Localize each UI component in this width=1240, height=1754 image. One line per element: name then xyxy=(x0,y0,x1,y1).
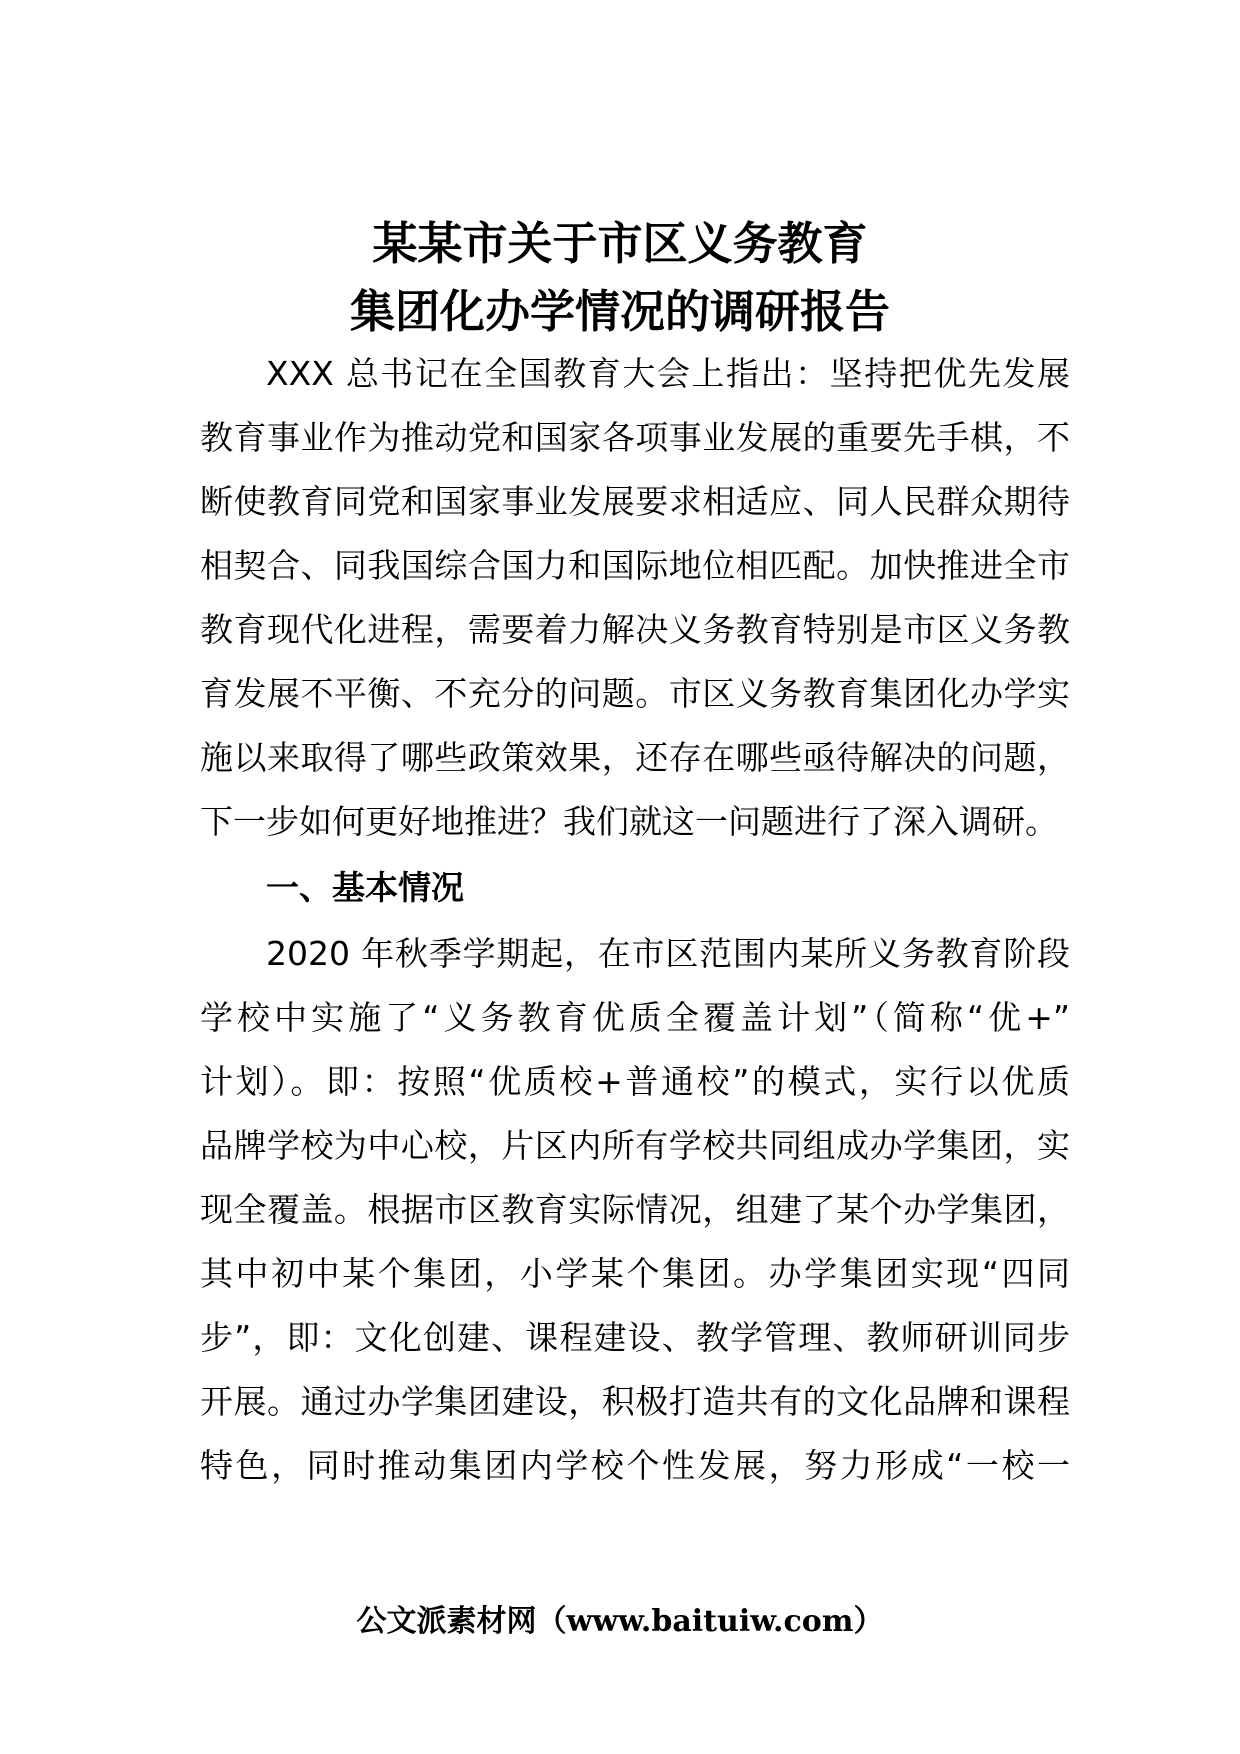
paragraph-1-line-1: XXX 总书记在全国教育大会上指出：坚持把优先发展 xyxy=(266,354,1070,393)
paragraph-1-line-5: 教育现代化进程，需要着力解决义务教育特别是市区义务教 xyxy=(200,610,1070,649)
paragraph-1-line-8: 下一步如何更好地推进？我们就这一问题进行了深入调研。 xyxy=(200,802,1058,841)
paragraph-2-line-7: 步”，即：文化创建、课程建设、教学管理、教师研训同步 xyxy=(200,1318,1070,1357)
document-title-line-1: 某某市关于市区义务教育 xyxy=(372,217,868,270)
section-heading-basic-situation: 一、基本情况 xyxy=(266,868,464,907)
paragraph-1-line-4: 相契合、同我国综合国力和国际地位相匹配。加快推进全市 xyxy=(200,546,1070,585)
paragraph-2-line-4: 品牌学校为中心校，片区内所有学校共同组成办学集团，实 xyxy=(200,1126,1070,1165)
page-footer-source: 公文派素材网（www.baituiw.com） xyxy=(356,1604,884,1639)
paragraph-2-line-9: 特色，同时推动集团内学校个性发展，努力形成“一校一 xyxy=(200,1446,1070,1485)
paragraph-2-line-6: 其中初中某个集团，小学某个集团。办学集团实现“四同 xyxy=(200,1254,1070,1293)
paragraph-2-line-5: 现全覆盖。根据市区教育实际情况，组建了某个办学集团， xyxy=(200,1190,1070,1229)
paragraph-1-line-3: 断使教育同党和国家事业发展要求相适应、同人民群众期待 xyxy=(200,482,1070,521)
paragraph-2-line-8: 开展。通过办学集团建设，积极打造共有的文化品牌和课程 xyxy=(200,1382,1070,1421)
paragraph-2-line-3: 计划）。即：按照“优质校+普通校”的模式，实行以优质 xyxy=(200,1062,1070,1101)
paragraph-1-line-2: 教育事业作为推动党和国家各项事业发展的重要先手棋，不 xyxy=(200,418,1070,457)
paragraph-2-line-2: 学校中实施了“义务教育优质全覆盖计划”（简称“优+” xyxy=(200,998,1070,1037)
paragraph-2-line-1: 2020 年秋季学期起，在市区范围内某所义务教育阶段 xyxy=(266,934,1070,973)
paragraph-1-line-7: 施以来取得了哪些政策效果，还存在哪些亟待解决的问题， xyxy=(200,738,1070,777)
paragraph-1-line-6: 育发展不平衡、不充分的问题。市区义务教育集团化办学实 xyxy=(200,674,1070,713)
document-title-line-2: 集团化办学情况的调研报告 xyxy=(349,285,890,338)
